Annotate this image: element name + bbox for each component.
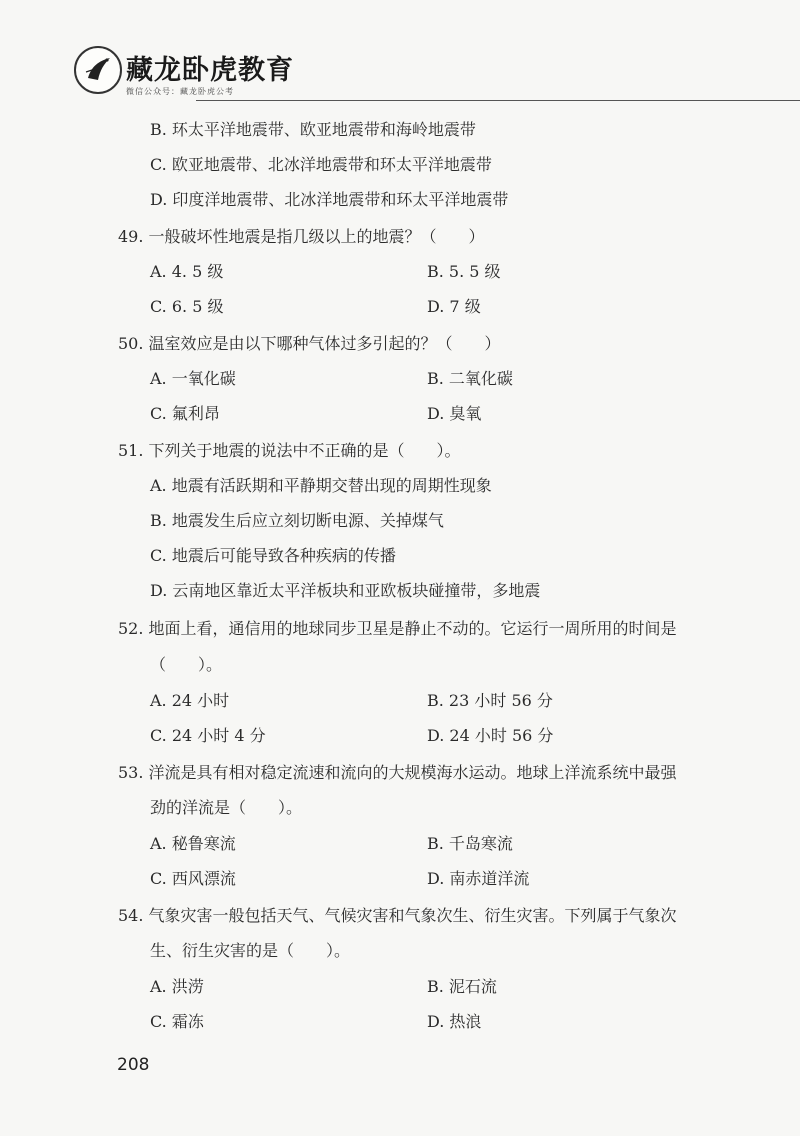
q49-stem: 49. 一般破坏性地震是指几级以上的地震？（ ）	[118, 227, 485, 246]
q54-option-d: D. 热浪	[427, 1012, 482, 1031]
q49-option-c: C. 6. 5 级	[150, 297, 224, 316]
q49-option-b: B. 5. 5 级	[427, 262, 501, 281]
q54-option-c: C. 霜冻	[150, 1012, 204, 1031]
page-header	[0, 0, 800, 102]
q51-option-b: B. 地震发生后应立刻切断电源、关掉煤气	[150, 511, 444, 530]
q52-option-c: C. 24 小时 4 分	[150, 726, 266, 745]
q54-stem-line2: 生、衍生灾害的是（ ）。	[150, 941, 351, 960]
q54-option-b: B. 泥石流	[427, 977, 497, 996]
q48-option-b: B. 环太平洋地震带、欧亚地震带和海岭地震带	[150, 120, 476, 139]
q52-option-a: A. 24 小时	[150, 691, 230, 710]
q50-stem: 50. 温室效应是由以下哪种气体过多引起的？（ ）	[118, 334, 501, 353]
bird-icon	[80, 52, 116, 88]
brand-title: 藏龙卧虎教育	[126, 55, 294, 86]
brand-subtitle: 微信公众号：藏龙卧虎公考	[126, 87, 234, 96]
q53-option-a: A. 秘鲁寒流	[150, 834, 236, 853]
q53-stem-line1: 53. 洋流是具有相对稳定流速和流向的大规模海水运动。地球上洋流系统中最强	[118, 763, 677, 782]
q51-option-d: D. 云南地区靠近太平洋板块和亚欧板块碰撞带，多地震	[150, 581, 541, 600]
q52-option-b: B. 23 小时 56 分	[427, 691, 553, 710]
q49-option-a: A. 4. 5 级	[150, 262, 224, 281]
q51-option-a: A. 地震有活跃期和平静期交替出现的周期性现象	[150, 476, 492, 495]
q49-option-d: D. 7 级	[427, 297, 481, 316]
q51-stem: 51. 下列关于地震的说法中不正确的是（ ）。	[118, 441, 461, 460]
q50-option-a: A. 一氧化碳	[150, 369, 236, 388]
q53-stem-line2: 劲的洋流是（ ）。	[150, 798, 303, 817]
q50-option-c: C. 氟利昂	[150, 404, 220, 423]
q52-stem-line1: 52. 地面上看，通信用的地球同步卫星是静止不动的。它运行一周所用的时间是	[118, 619, 677, 638]
q54-stem-line1: 54. 气象灾害一般包括天气、气候灾害和气象次生、衍生灾害。下列属于气象次	[118, 906, 677, 925]
page-number: 208	[117, 1055, 150, 1075]
q54-option-a: A. 洪涝	[150, 977, 204, 996]
q53-option-b: B. 千岛寒流	[427, 834, 513, 853]
brand-logo	[74, 46, 122, 94]
q50-option-d: D. 臭氧	[427, 404, 482, 423]
q48-option-d: D. 印度洋地震带、北冰洋地震带和环太平洋地震带	[150, 190, 509, 209]
q48-option-c: C. 欧亚地震带、北冰洋地震带和环太平洋地震带	[150, 155, 492, 174]
q51-option-c: C. 地震后可能导致各种疾病的传播	[150, 546, 396, 565]
q52-option-d: D. 24 小时 56 分	[427, 726, 554, 745]
q52-stem-line2: （ ）。	[150, 655, 223, 674]
q50-option-b: B. 二氧化碳	[427, 369, 513, 388]
q53-option-d: D. 南赤道洋流	[427, 869, 530, 888]
header-divider	[196, 100, 800, 101]
q53-option-c: C. 西风漂流	[150, 869, 236, 888]
